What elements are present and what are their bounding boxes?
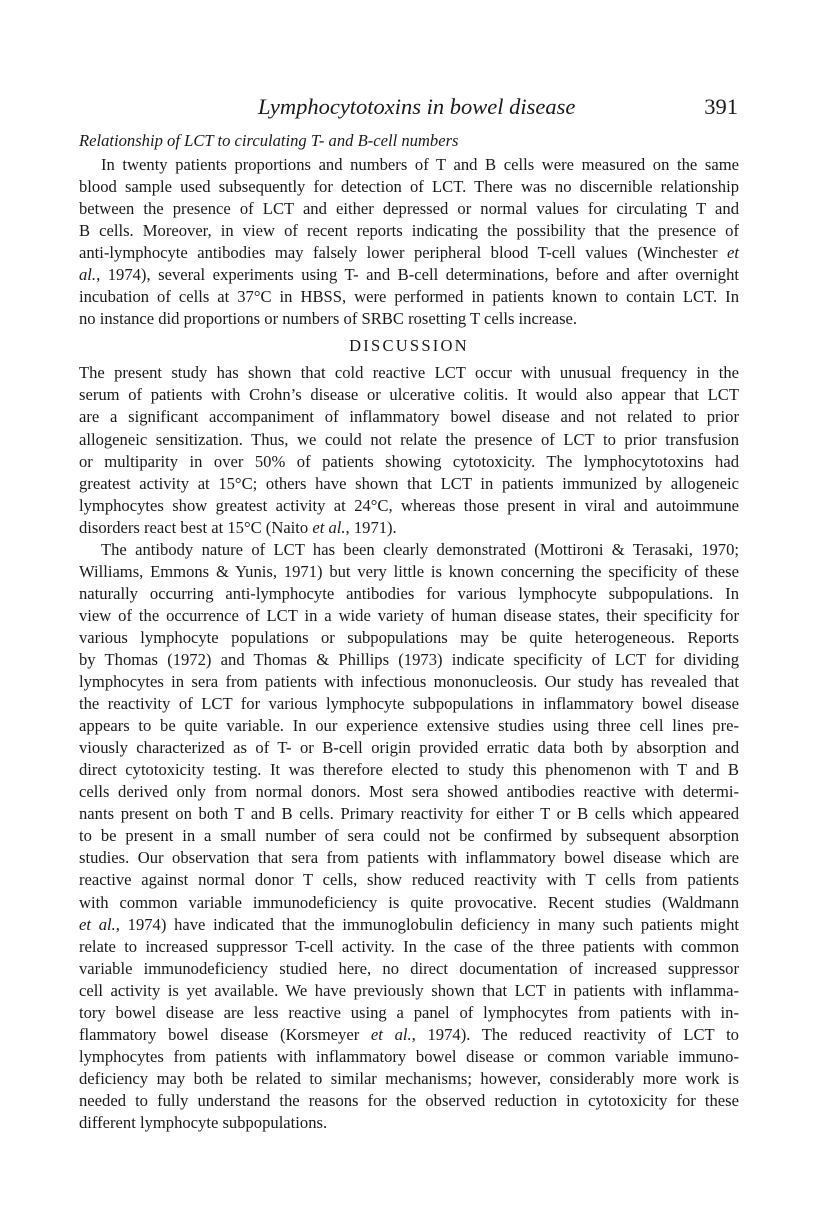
text-line: blood sample used subsequently for detection of LCT. There was no discernible relationship <box>79 177 739 197</box>
text-line: serum of patients with Crohn’s disease or ulcerative colitis. It would also appear that LCT <box>79 385 739 405</box>
text-line: lymphocytes from patients with inflammatory bowel disease or common variable immuno- <box>79 1046 739 1066</box>
text-line: different lymphocyte subpopulations. <box>79 1112 328 1132</box>
text-line: Williams, Emmons & Yunis, 1971) but very little is known concerning the specificity of these <box>79 561 739 581</box>
text-line: deficiency may both be related to similar mechanisms; however, considerably more work is <box>79 1068 739 1088</box>
text-line: to be present in a small number of sera could not be confirmed by subsequent absorption <box>79 826 739 846</box>
text-line: disorders react best at 15°C (Naito et al., 1971). <box>79 517 397 537</box>
text-line: direct cytotoxicity testing. It was therefore elected to study this phenomenon with T and B <box>79 760 739 780</box>
text-line: greatest activity at 15°C; others have shown that LCT in patients immunized by allogeneic <box>79 473 739 493</box>
text-line: needed to fully understand the reasons for the observed reduction in cytotoxicity for these <box>79 1090 739 1110</box>
text-line: view of the occurrence of LCT in a wide variety of human disease states, their specificity for <box>79 605 739 625</box>
discussion-paragraph-2 <box>79 539 739 1134</box>
text-line: tory bowel disease are less reactive using a panel of lymphocytes from patients with in- <box>79 1002 739 1022</box>
text-line: appears to be quite variable. In our experience extensive studies using three cell lines pre- <box>79 716 739 736</box>
text-line: cell activity is yet available. We have previously shown that LCT in patients with inflamma- <box>79 980 739 1000</box>
text-line: or multiparity in over 50% of patients showing cytotoxicity. The lymphocytotoxins had <box>79 451 739 471</box>
text-line: no instance did proportions or numbers of SRBC rosetting T cells increase. <box>79 309 578 329</box>
text-line: incubation of cells at 37°C in HBSS, were performed in patients known to contain LCT. In <box>79 287 739 307</box>
text-line: various lymphocyte populations or subpopulations may be quite heterogeneous. Reports <box>79 627 739 647</box>
article-body <box>79 127 739 1134</box>
text-line: al., 1974), several experiments using T- and B-cell determinations, before and after overnight <box>79 265 739 285</box>
text-line: B cells. Moreover, in view of recent reports indicating the possibility that the presence of <box>79 221 739 241</box>
text-line: naturally occurring anti-lymphocyte antibodies for various lymphocyte subpopulations. In <box>79 583 739 603</box>
text-line: viously characterized as of T- or B-cell origin provided erratic data both by absorption and <box>79 738 739 758</box>
text-line: between the presence of LCT and either depressed or normal values for circulating T and <box>79 199 739 219</box>
text-line: studies. Our observation that sera from patients with inflammatory bowel disease which are <box>79 848 739 868</box>
text-line: reactive against normal donor T cells, show reduced reactivity with T cells from patients <box>79 870 739 890</box>
section-heading-discussion: DISCUSSION <box>349 336 469 356</box>
text-line: The antibody nature of LCT has been clearly demonstrated (Mottironi & Terasaki, 1970; <box>101 539 739 559</box>
text-line: allogeneic sensitization. Thus, we could not relate the presence of LCT to prior transfusion <box>79 429 739 449</box>
text-line: lymphocytes show greatest activity at 24°C, whereas those present in viral and autoimmune <box>79 495 739 515</box>
text-line: relate to increased suppressor T-cell activity. In the case of the three patients with common <box>79 936 739 956</box>
text-line: In twenty patients proportions and numbers of T and B cells were measured on the same <box>101 155 739 174</box>
page-number: 391 <box>704 94 738 119</box>
text-line: The present study has shown that cold reactive LCT occur with unusual frequency in the <box>79 363 739 383</box>
text-line: variable immunodeficiency studied here, no direct documentation of increased suppressor <box>79 958 739 978</box>
text-line: anti-lymphocyte antibodies may falsely lower peripheral blood T-cell values (Winchester et <box>79 243 739 263</box>
text-line: are a significant accompaniment of inflammatory bowel disease and not related to prior <box>79 407 739 427</box>
subsection-paragraph <box>79 154 739 330</box>
text-line: lymphocytes in sera from patients with infectious mononucleosis. Our study has revealed that <box>79 672 739 692</box>
text-line: with common variable immunodeficiency is quite provocative. Recent studies (Waldmann <box>79 892 739 912</box>
text-line: the reactivity of LCT for various lymphocyte subpopulations in inflammatory bowel disease <box>79 694 739 714</box>
text-line: flammatory bowel disease (Korsmeyer et al., 1974). The reduced reactivity of LCT to <box>79 1024 739 1044</box>
discussion-paragraph-1 <box>79 362 739 538</box>
text-line: cells derived only from normal donors. Most sera showed antibodies reactive with determi- <box>79 782 739 802</box>
running-header <box>258 92 738 124</box>
text-line: et al., 1974) have indicated that the immunoglobulin deficiency in many such patients might <box>79 914 739 934</box>
text-line: nants present on both T and B cells. Primary reactivity for either T or B cells which appeared <box>79 804 739 824</box>
text-line: by Thomas (1972) and Thomas & Phillips (1973) indicate specificity of LCT for dividing <box>79 649 739 669</box>
subsection-title: Relationship of LCT to circulating T- and B-cell numbers <box>79 131 459 150</box>
running-title: Lymphocytotoxins in bowel disease <box>258 94 576 119</box>
